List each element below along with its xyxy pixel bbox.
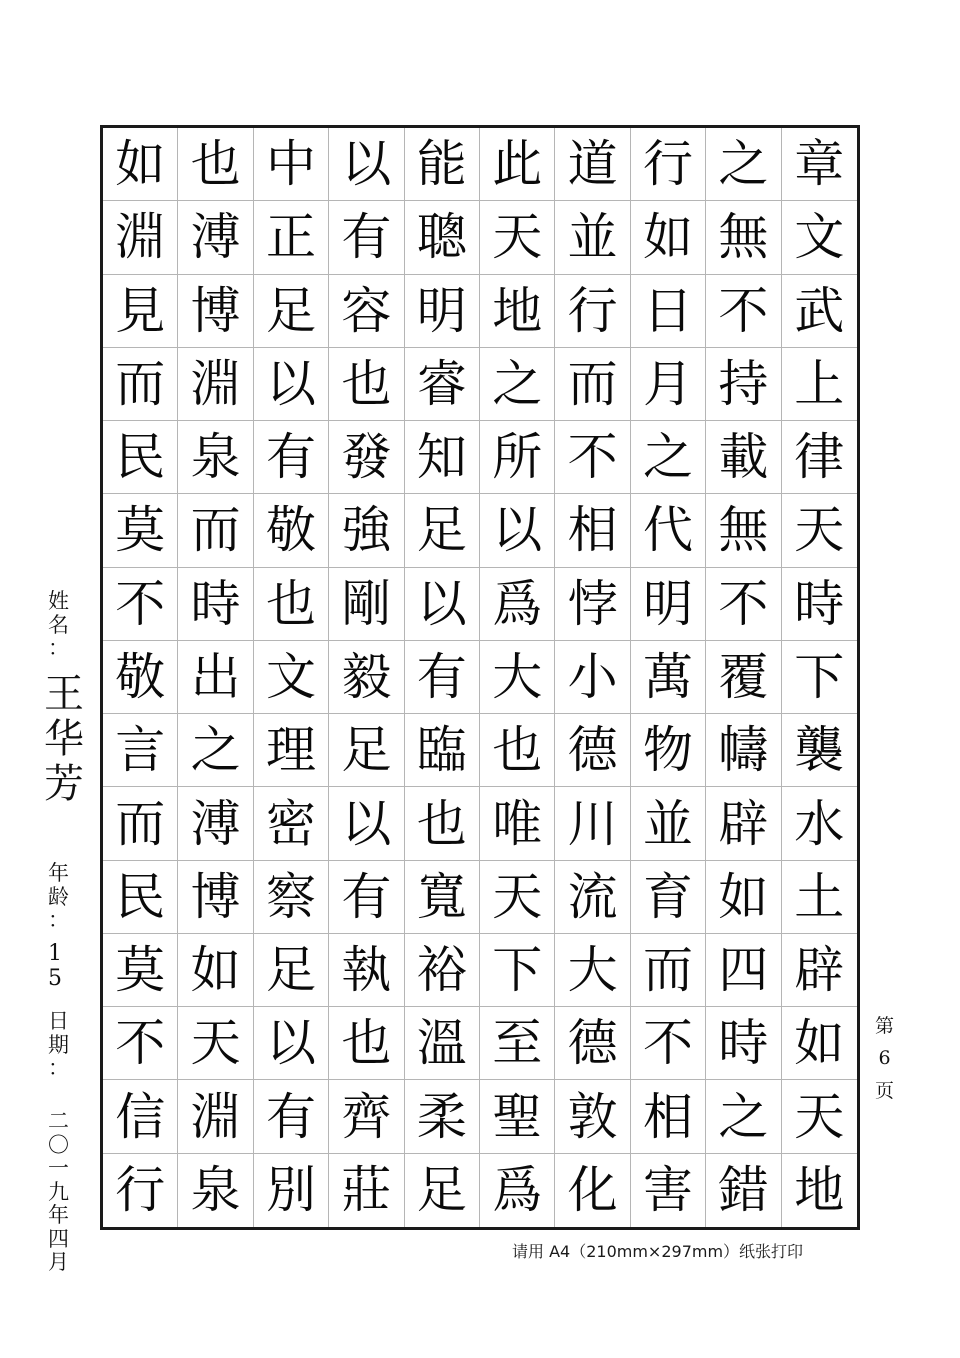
grid-cell: 有	[405, 641, 480, 714]
grid-cell: 武	[782, 275, 857, 348]
grid-cell: 天	[782, 1080, 857, 1153]
grid-cell: 不	[631, 1007, 706, 1080]
grid-cell: 道	[555, 128, 630, 201]
grid-cell: 能	[405, 128, 480, 201]
grid-cell: 如	[706, 861, 781, 934]
grid-cell: 育	[631, 861, 706, 934]
grid-cell: 明	[405, 275, 480, 348]
grid-cell: 明	[631, 568, 706, 641]
grid-cell: 時	[178, 568, 253, 641]
grid-cell: 有	[329, 201, 404, 274]
grid-cell: 有	[254, 421, 329, 494]
grid-cell: 如	[103, 128, 178, 201]
grid-cell: 別	[254, 1154, 329, 1227]
grid-cell: 足	[405, 494, 480, 567]
grid-cell: 無	[706, 201, 781, 274]
grid-cell: 淵	[103, 201, 178, 274]
grid-cell: 臨	[405, 714, 480, 787]
grid-cell: 見	[103, 275, 178, 348]
grid-cell: 溥	[178, 201, 253, 274]
grid-cell: 泉	[178, 421, 253, 494]
grid-cell: 而	[555, 348, 630, 421]
grid-cell: 行	[555, 275, 630, 348]
grid-cell: 有	[329, 861, 404, 934]
grid-cell: 民	[103, 861, 178, 934]
grid-cell: 足	[405, 1154, 480, 1227]
print-note: 请用 A4（210mm×297mm）纸张打印	[512, 1242, 804, 1261]
age-label: 年 龄 ：	[48, 861, 69, 933]
grid-cell: 襲	[782, 714, 857, 787]
grid-cell: 德	[555, 1007, 630, 1080]
grid-cell: 所	[480, 421, 555, 494]
grid-cell: 中	[254, 128, 329, 201]
grid-cell: 萬	[631, 641, 706, 714]
grid-cell: 以	[329, 787, 404, 860]
grid-cell: 之	[480, 348, 555, 421]
grid-cell: 以	[254, 348, 329, 421]
grid-cell: 下	[782, 641, 857, 714]
grid-cell: 敦	[555, 1080, 630, 1153]
name-value: 王 华 芳	[44, 671, 84, 807]
grid-cell: 正	[254, 201, 329, 274]
grid-cell: 如	[631, 201, 706, 274]
grid-cell: 莊	[329, 1154, 404, 1227]
grid-cell: 辟	[706, 787, 781, 860]
grid-cell: 而	[103, 348, 178, 421]
grid-cell: 溥	[178, 787, 253, 860]
grid-cell: 理	[254, 714, 329, 787]
grid-cell: 唯	[480, 787, 555, 860]
grid-cell: 而	[631, 934, 706, 1007]
grid-cell: 此	[480, 128, 555, 201]
page-number: 第 6 页	[875, 1015, 895, 1102]
grid-cell: 四	[706, 934, 781, 1007]
grid-cell: 文	[254, 641, 329, 714]
grid-cell: 有	[254, 1080, 329, 1153]
grid-cell: 律	[782, 421, 857, 494]
grid-cell: 察	[254, 861, 329, 934]
grid-cell: 行	[631, 128, 706, 201]
grid-cell: 辟	[782, 934, 857, 1007]
grid-cell: 化	[555, 1154, 630, 1227]
grid-cell: 也	[480, 714, 555, 787]
grid-cell: 齊	[329, 1080, 404, 1153]
grid-cell: 容	[329, 275, 404, 348]
grid-cell: 錯	[706, 1154, 781, 1227]
grid-cell: 天	[480, 861, 555, 934]
grid-cell: 民	[103, 421, 178, 494]
grid-cell: 川	[555, 787, 630, 860]
grid-cell: 裕	[405, 934, 480, 1007]
grid-cell: 莫	[103, 494, 178, 567]
grid-cell: 之	[706, 128, 781, 201]
grid-cell: 淵	[178, 348, 253, 421]
grid-cell: 博	[178, 861, 253, 934]
grid-cell: 博	[178, 275, 253, 348]
grid-cell: 時	[782, 568, 857, 641]
grid-cell: 並	[631, 787, 706, 860]
grid-cell: 如	[782, 1007, 857, 1080]
grid-cell: 以	[254, 1007, 329, 1080]
grid-cell: 幬	[706, 714, 781, 787]
grid-cell: 密	[254, 787, 329, 860]
grid-cell: 天	[782, 494, 857, 567]
grid-cell: 以	[405, 568, 480, 641]
grid-cell: 執	[329, 934, 404, 1007]
grid-cell: 水	[782, 787, 857, 860]
grid-cell: 行	[103, 1154, 178, 1227]
grid-cell: 不	[103, 1007, 178, 1080]
grid-cell: 時	[706, 1007, 781, 1080]
grid-cell: 地	[794, 1161, 845, 1220]
grid-cell: 不	[706, 275, 781, 348]
grid-cell: 泉	[178, 1154, 253, 1227]
grid-cell: 如	[178, 934, 253, 1007]
grid-cell: 天	[480, 201, 555, 274]
grid-cell: 也	[405, 787, 480, 860]
grid-cell: 以	[329, 128, 404, 201]
grid-cell: 之	[631, 421, 706, 494]
calligraphy-grid	[100, 125, 860, 1230]
grid-cell: 不	[555, 421, 630, 494]
grid-cell: 並	[555, 201, 630, 274]
grid-cell: 流	[555, 861, 630, 934]
grid-cell: 言	[103, 714, 178, 787]
grid-cell: 爲	[480, 568, 555, 641]
age-value: 1 5	[48, 941, 62, 991]
grid-cell: 而	[178, 494, 253, 567]
grid-cell: 也	[254, 568, 329, 641]
grid-cell: 悖	[555, 568, 630, 641]
grid-cell: 土	[782, 861, 857, 934]
grid-cell: 柔	[405, 1080, 480, 1153]
grid-cell: 寬	[405, 861, 480, 934]
grid-cell: 文	[782, 201, 857, 274]
grid-cell: 足	[254, 934, 329, 1007]
grid-cell: 代	[631, 494, 706, 567]
grid-cell: 持	[706, 348, 781, 421]
name-label: 姓 名 ：	[48, 589, 69, 661]
grid-cell: 章	[782, 128, 857, 201]
grid-cell: 而	[103, 787, 178, 860]
grid-cell: 載	[706, 421, 781, 494]
grid-cell: 之	[178, 714, 253, 787]
grid-cell: 毅	[329, 641, 404, 714]
grid-cell: 大	[555, 934, 630, 1007]
grid-cell: 敬	[103, 641, 178, 714]
grid-cell: 也	[178, 128, 253, 201]
grid-cell: 出	[178, 641, 253, 714]
grid-cell: 之	[706, 1080, 781, 1153]
grid-cell: 不	[706, 568, 781, 641]
grid-cell: 莫	[103, 934, 178, 1007]
grid-cell: 月	[631, 348, 706, 421]
grid-cell: 強	[329, 494, 404, 567]
grid-cell: 爲	[480, 1154, 555, 1227]
grid-cell: 地	[480, 275, 555, 348]
grid-cell: 也	[329, 1007, 404, 1080]
grid-cell: 淵	[178, 1080, 253, 1153]
grid-cell: 也	[329, 348, 404, 421]
grid-cell: 德	[555, 714, 630, 787]
grid-cell: 聖	[480, 1080, 555, 1153]
grid-cell: 物	[631, 714, 706, 787]
grid-cell: 害	[631, 1154, 706, 1227]
grid-cell: 不	[103, 568, 178, 641]
grid-cell: 相	[555, 494, 630, 567]
grid-cell: 溫	[405, 1007, 480, 1080]
grid-cell: 發	[329, 421, 404, 494]
grid-cell: 天	[178, 1007, 253, 1080]
grid-cell: 至	[480, 1007, 555, 1080]
grid-cell: 覆	[706, 641, 781, 714]
grid-cell: 大	[480, 641, 555, 714]
grid-cell: 足	[254, 275, 329, 348]
grid-cell: 無	[706, 494, 781, 567]
grid-cell: 足	[329, 714, 404, 787]
grid-cell: 知	[405, 421, 480, 494]
grid-cell: 日	[631, 275, 706, 348]
grid-cell: 聰	[405, 201, 480, 274]
date-value: 二 〇 一 九 年 四 月	[48, 1109, 69, 1275]
grid-cell: 以	[480, 494, 555, 567]
grid-cell: 剛	[329, 568, 404, 641]
grid-cell: 信	[103, 1080, 178, 1153]
grid-cell: 上	[782, 348, 857, 421]
grid-cell: 睿	[405, 348, 480, 421]
grid-cell: 敬	[254, 494, 329, 567]
date-label: 日 期 ：	[48, 1009, 69, 1081]
grid-cell: 小	[555, 641, 630, 714]
grid-cell: 相	[631, 1080, 706, 1153]
grid-cell: 下	[480, 934, 555, 1007]
